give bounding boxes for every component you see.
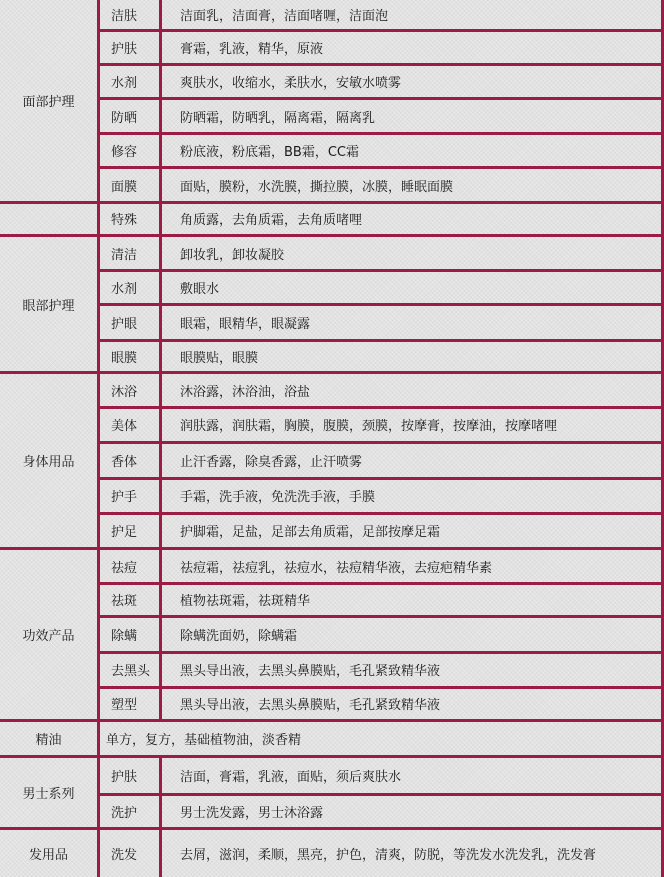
section-category: 身体用品 [22, 455, 75, 470]
row-subcategory: 修容 [111, 145, 138, 160]
row-description: 黑头导出液，去黑头鼻膜贴，毛孔紧致精华液 [180, 664, 441, 679]
row-description: 手霜，洗手液，免洗洗手液，手膜 [180, 490, 376, 505]
row-subcategory: 护肤 [111, 41, 138, 57]
section-category [0, 203, 97, 234]
row-description: 止汗香露，除臭香露，止汗喷雾 [180, 454, 363, 470]
row-subcategory: 面膜 [111, 179, 138, 195]
row-description: 护脚霜，足盐，足部去角质霜，足部按摩足霜 [180, 525, 441, 540]
row-description: 膏霜，乳液，精华，原液 [180, 41, 324, 57]
row-description: 洁面乳，洁面膏，洁面啫喱，洁面泡 [180, 9, 389, 24]
section-category: 男士系列 [22, 786, 75, 802]
row-description: 眼霜，眼精华，眼凝露 [180, 316, 311, 332]
row-subcategory: 洁肤 [111, 9, 138, 24]
row-subcategory: 祛斑 [111, 594, 138, 609]
row-description: 单方，复方，基础植物油，淡香精 [106, 732, 302, 748]
row-subcategory: 护肤 [111, 769, 138, 785]
row-description: 敷眼水 [180, 281, 220, 297]
row-description: 面贴，膜粉，水洗膜，撕拉膜，冰膜，睡眠面膜 [180, 179, 454, 195]
row-subcategory: 塑型 [111, 698, 138, 713]
row-subcategory: 香体 [111, 454, 138, 470]
row-subcategory: 特殊 [111, 213, 138, 228]
row-description: 男士洗发露，男士沐浴露 [180, 805, 324, 821]
column-divider-mid [159, 0, 162, 719]
row-description: 眼膜贴，眼膜 [180, 350, 259, 366]
row-description: 爽肤水，收缩水，柔肤水，安敏水喷雾 [180, 75, 402, 91]
row-subcategory: 祛痘 [111, 560, 138, 576]
row-description: 沐浴露，沐浴油，浴盐 [180, 384, 311, 400]
row-subcategory: 洗发 [111, 848, 138, 863]
section-category: 眼部护理 [22, 298, 75, 314]
row-subcategory: 除螨 [111, 629, 138, 644]
section-category: 发用品 [28, 848, 68, 863]
column-divider-left [97, 0, 100, 877]
row-description: 祛痘霜，祛痘乳，祛痘水，祛痘精华液，去痘疤精华素 [180, 560, 493, 576]
row-description: 润肤露，润肤霜，胸膜，腹膜，颈膜，按摩膏，按摩油，按摩啫哩 [180, 419, 558, 434]
row-description: 除螨洗面奶，除螨霜 [180, 629, 298, 644]
row-description: 黑头导出液，去黑头鼻膜贴，毛孔紧致精华液 [180, 698, 441, 713]
section-category: 精油 [35, 732, 62, 748]
section-category: 面部护理 [22, 95, 75, 110]
row-subcategory: 眼膜 [111, 350, 138, 366]
row-description: 植物祛斑霜，祛斑精华 [180, 594, 311, 609]
row-subcategory: 防晒 [111, 110, 138, 126]
row-subcategory: 护手 [111, 490, 138, 505]
row-subcategory: 水剂 [111, 75, 138, 91]
row-subcategory: 水剂 [111, 281, 138, 297]
row-subcategory: 护眼 [111, 316, 138, 332]
row-subcategory: 洗护 [111, 805, 138, 821]
row-description: 卸妆乳，卸妆凝胶 [180, 247, 285, 263]
row-subcategory: 美体 [111, 419, 138, 434]
column-divider-mid [159, 757, 162, 877]
row-description: 洁面，膏霜，乳液，面贴，须后爽肤水 [180, 769, 402, 785]
row-description: 粉底液，粉底霜，BB霜，CC霜 [180, 145, 359, 160]
row-description: 角质露，去角质霜，去角质啫哩 [180, 213, 363, 228]
section-category: 功效产品 [22, 629, 75, 644]
row-description: 防晒霜，防晒乳，隔离霜，隔离乳 [180, 110, 376, 126]
row-subcategory: 去黑头 [111, 664, 151, 679]
row-subcategory: 清洁 [111, 247, 138, 263]
row-subcategory: 护足 [111, 525, 138, 540]
row-subcategory: 沐浴 [111, 384, 138, 400]
row-description: 去屑，滋润，柔顺，黑亮，护色，清爽，防脱，等洗发水洗发乳，洗发膏 [180, 848, 597, 863]
